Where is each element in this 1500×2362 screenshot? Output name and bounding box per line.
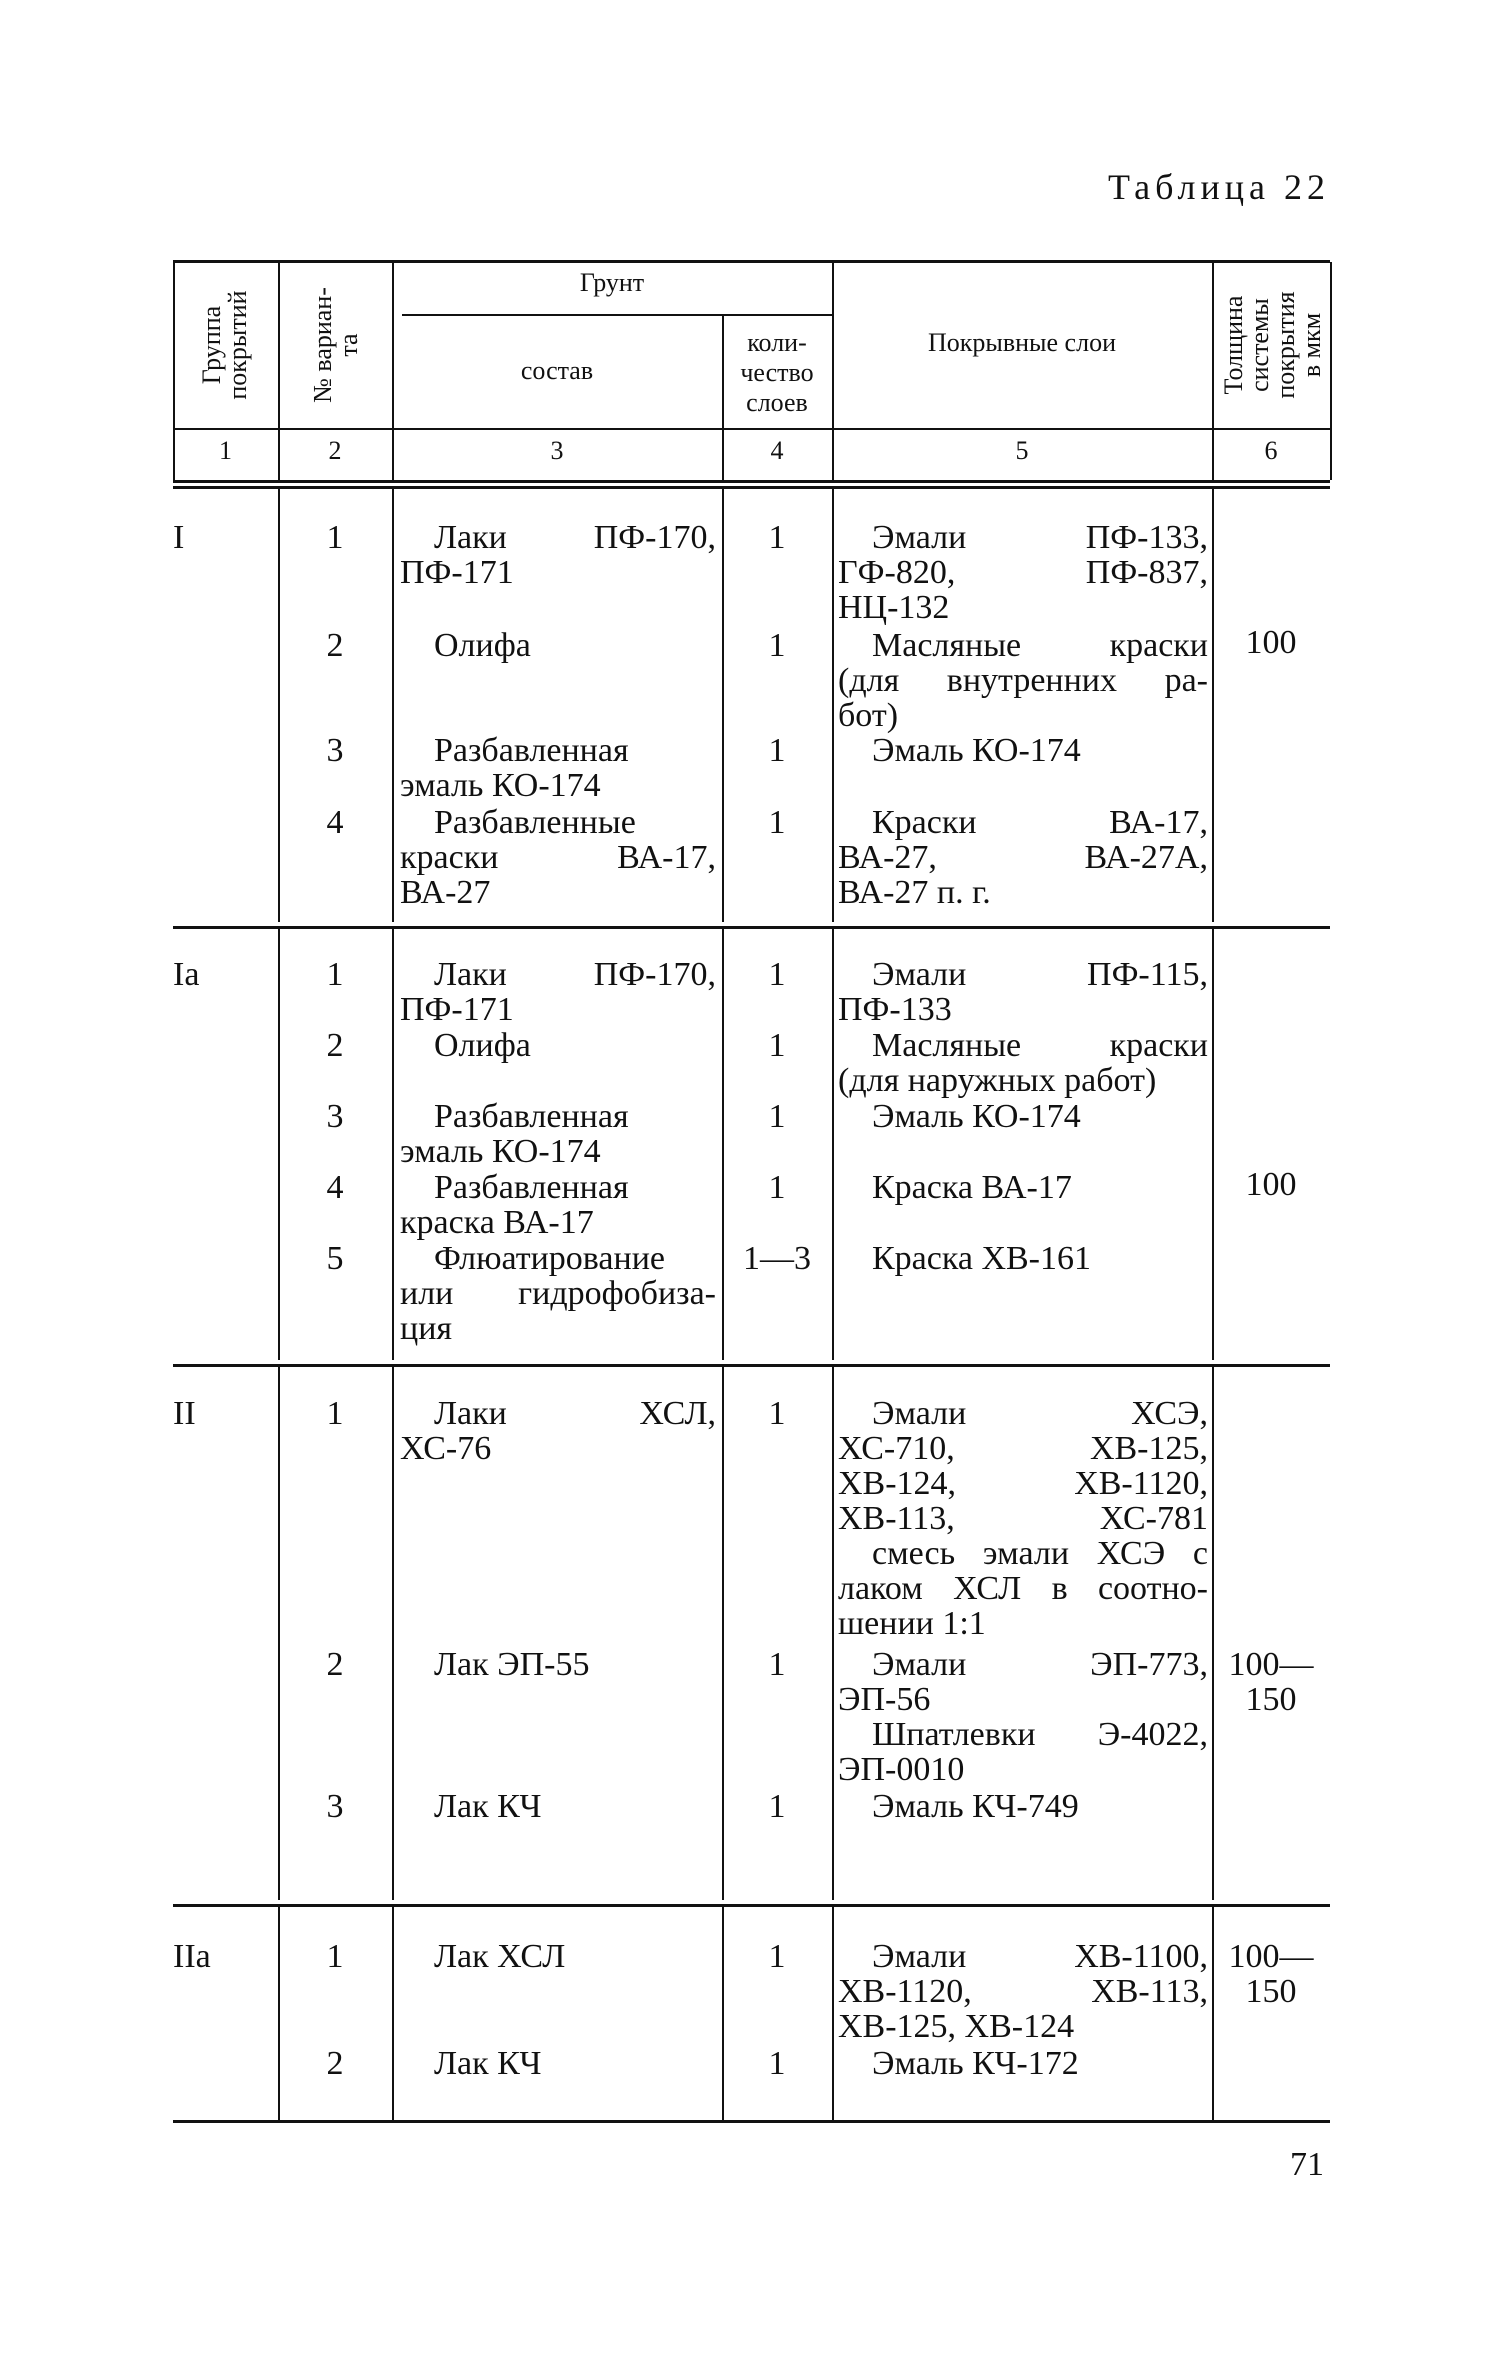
variant-number: 2 bbox=[326, 1027, 344, 1064]
thickness-value bbox=[1212, 1647, 1330, 1717]
top-layers bbox=[838, 1647, 1208, 1787]
header-layers bbox=[722, 328, 832, 418]
variant-number: 2 bbox=[326, 627, 344, 664]
primer-rule bbox=[402, 314, 832, 316]
top-layer-line: Эмали ПФ-115, bbox=[872, 956, 1208, 993]
composition-line: Лаки ХСЛ, bbox=[434, 1395, 716, 1432]
column-number: 2 bbox=[328, 436, 342, 465]
top-layer-line: ГФ-820, ПФ-837, bbox=[838, 554, 1208, 591]
top-layer-line: ВА-27, ВА-27А, bbox=[838, 839, 1208, 876]
header-composition: состав bbox=[520, 356, 594, 385]
column-rule bbox=[392, 488, 394, 922]
column-number: 4 bbox=[770, 436, 784, 465]
column-rule bbox=[392, 1906, 394, 2120]
thickness-line: 100— bbox=[1228, 1938, 1314, 1975]
thickness-value: 100 bbox=[1245, 1166, 1297, 1203]
composition-line: Флюатирование bbox=[434, 1240, 665, 1277]
top-layer-line: бот) bbox=[838, 697, 899, 734]
composition-line: ция bbox=[400, 1310, 453, 1347]
top-layers bbox=[838, 520, 1208, 625]
top-layer-line: Шпатлевки Э-4022, bbox=[872, 1716, 1208, 1753]
layers-count: 1 bbox=[768, 1938, 786, 1975]
composition-line: ХС-76 bbox=[400, 1430, 492, 1467]
variant-number: 4 bbox=[326, 1169, 344, 1206]
top-layer-line: ХС-710, ХВ-125, bbox=[838, 1430, 1208, 1467]
group-top-rule bbox=[173, 926, 1330, 929]
thickness-line: 150 bbox=[1245, 1681, 1297, 1718]
thickness-line: 150 bbox=[1245, 1973, 1297, 2010]
top-layer-line: Масляные краски bbox=[872, 1027, 1208, 1064]
composition-line: Лак ХСЛ bbox=[434, 1938, 566, 1975]
group-label: IIa bbox=[173, 1938, 211, 1975]
composition-line: эмаль КО-174 bbox=[400, 767, 601, 804]
primer-composition bbox=[400, 1789, 716, 1824]
header-line: покрытия bbox=[1271, 291, 1300, 399]
column-rule bbox=[1212, 1366, 1214, 1900]
column-rule bbox=[1212, 928, 1214, 1360]
header-line: коли- bbox=[747, 328, 807, 357]
top-layers bbox=[838, 733, 1208, 768]
page-number: 71 bbox=[1290, 2146, 1324, 2183]
layers-count: 1 bbox=[768, 627, 786, 664]
top-layer-line: (для наружных работ) bbox=[838, 1062, 1157, 1099]
top-layer-line: Масляные краски bbox=[872, 627, 1208, 664]
layers-count: 1 bbox=[768, 2045, 786, 2082]
variant-number: 1 bbox=[326, 1395, 344, 1432]
header-line: слоев bbox=[746, 388, 808, 417]
header-line: Группа bbox=[197, 305, 226, 385]
top-layers bbox=[838, 2046, 1208, 2081]
top-layer-line: Эмаль КО-174 bbox=[872, 1098, 1081, 1135]
variant-number: 4 bbox=[326, 804, 344, 841]
column-rule bbox=[278, 928, 280, 1360]
composition-line: Лак КЧ bbox=[434, 1788, 542, 1825]
composition-line: Разбавленная bbox=[434, 1098, 629, 1135]
header-line: чество bbox=[740, 358, 814, 387]
top-layer-line: ЭП-0010 bbox=[838, 1751, 965, 1788]
primer-composition bbox=[400, 1170, 716, 1240]
column-numbers-rule bbox=[173, 480, 1330, 483]
column-number: 3 bbox=[550, 436, 564, 465]
column-rule bbox=[722, 928, 724, 1360]
variant-number: 1 bbox=[326, 956, 344, 993]
layers-count: 1 bbox=[768, 956, 786, 993]
composition-line: краски ВА-17, bbox=[400, 839, 716, 876]
composition-line: Разбавленные bbox=[434, 804, 636, 841]
column-rule bbox=[1330, 262, 1332, 480]
top-layer-line: Краски ВА-17, bbox=[872, 804, 1208, 841]
primer-composition bbox=[400, 733, 716, 803]
variant-number: 5 bbox=[326, 1240, 344, 1277]
top-layer-line: Эмаль КО-174 bbox=[872, 732, 1081, 769]
top-layer-line: Эмаль КЧ-172 bbox=[872, 2045, 1079, 2082]
top-layer-line: Эмаль КЧ-749 bbox=[872, 1788, 1079, 1825]
top-layer-line: Эмали ХВ-1100, bbox=[872, 1938, 1208, 1975]
header-line: та bbox=[334, 333, 363, 357]
composition-line: Разбавленная bbox=[434, 1169, 629, 1206]
column-rule bbox=[392, 928, 394, 1360]
top-layer-line: ХВ-124, ХВ-1120, bbox=[838, 1465, 1208, 1502]
top-layers bbox=[838, 1241, 1208, 1276]
thickness-value bbox=[1212, 1939, 1330, 2009]
header-top-layers: Покрывные слои bbox=[927, 328, 1116, 357]
variant-number: 2 bbox=[326, 2045, 344, 2082]
header-line: № вариан- bbox=[308, 287, 337, 403]
composition-line: или гидрофобиза- bbox=[400, 1275, 716, 1312]
top-layers bbox=[838, 1396, 1208, 1641]
primer-composition bbox=[400, 628, 716, 663]
group-top-rule bbox=[173, 1364, 1330, 1367]
layers-count: 1 bbox=[768, 519, 786, 556]
top-layers bbox=[838, 957, 1208, 1027]
composition-line: ПФ-171 bbox=[400, 554, 514, 591]
column-rule bbox=[832, 1366, 834, 1900]
group-label: II bbox=[173, 1395, 196, 1432]
top-layer-line: Краска ВА-17 bbox=[872, 1169, 1072, 1206]
primer-composition bbox=[400, 1396, 716, 1466]
header-thickness bbox=[1221, 265, 1325, 425]
column-rule bbox=[832, 928, 834, 1360]
layers-count: 1 bbox=[768, 1169, 786, 1206]
header-primer: Грунт bbox=[579, 268, 645, 297]
composition-line: Лаки ПФ-170, bbox=[434, 956, 716, 993]
layers-count: 1—3 bbox=[743, 1240, 811, 1277]
top-layer-line: (для внутренних ра- bbox=[838, 662, 1208, 699]
top-layers bbox=[838, 1170, 1208, 1205]
top-layer-line: ХВ-1120, ХВ-113, bbox=[838, 1973, 1208, 2010]
layers-count: 1 bbox=[768, 1788, 786, 1825]
layers-count: 1 bbox=[768, 804, 786, 841]
primer-composition bbox=[400, 1939, 716, 1974]
variant-number: 3 bbox=[326, 1098, 344, 1135]
table-title: Таблица 22 bbox=[1108, 167, 1330, 207]
column-number: 5 bbox=[1015, 436, 1029, 465]
top-layer-line: смесь эмали ХСЭ с bbox=[872, 1535, 1208, 1572]
top-layers bbox=[838, 1028, 1208, 1098]
top-layers bbox=[838, 628, 1208, 733]
variant-number: 2 bbox=[326, 1646, 344, 1683]
top-layer-line: ХВ-125, ХВ-124 bbox=[838, 2008, 1075, 2045]
top-layers bbox=[838, 1939, 1208, 2044]
thickness-value: 100 bbox=[1245, 624, 1297, 661]
composition-line: Олифа bbox=[434, 1027, 531, 1064]
group-top-rule bbox=[173, 1904, 1330, 1907]
composition-line: ПФ-171 bbox=[400, 991, 514, 1028]
primer-composition bbox=[400, 1028, 716, 1063]
thickness-line: 100— bbox=[1228, 1646, 1314, 1683]
column-rule bbox=[392, 1366, 394, 1900]
variant-number: 3 bbox=[326, 732, 344, 769]
primer-composition bbox=[400, 1099, 716, 1169]
header-variant bbox=[310, 270, 362, 420]
primer-composition bbox=[400, 1647, 716, 1682]
top-layers bbox=[838, 1099, 1208, 1134]
top-layer-line: шении 1:1 bbox=[838, 1605, 986, 1642]
header-group bbox=[199, 270, 251, 420]
top-layer-line: Краска ХВ-161 bbox=[872, 1240, 1092, 1277]
composition-line: Лак ЭП-55 bbox=[434, 1646, 590, 1683]
variant-number: 1 bbox=[326, 519, 344, 556]
layers-count: 1 bbox=[768, 1027, 786, 1064]
top-layer-line: ВА-27 п. г. bbox=[838, 874, 991, 911]
header-line: в мкм bbox=[1297, 312, 1326, 378]
top-layer-line: Эмали ЭП-773, bbox=[872, 1646, 1208, 1683]
top-layer-line: Эмали ХСЭ, bbox=[872, 1395, 1208, 1432]
column-rule bbox=[832, 1906, 834, 2120]
top-layer-line: ХВ-113, ХС-781 bbox=[838, 1500, 1208, 1537]
primer-composition bbox=[400, 1241, 716, 1346]
top-layer-line: НЦ-132 bbox=[838, 589, 950, 626]
header-line: Толщина bbox=[1219, 295, 1248, 395]
composition-line: Лаки ПФ-170, bbox=[434, 519, 716, 556]
header-line: покрытий bbox=[223, 290, 252, 400]
layers-count: 1 bbox=[768, 1395, 786, 1432]
layers-count: 1 bbox=[768, 732, 786, 769]
table-bottom-rule bbox=[173, 2120, 1330, 2123]
header-line: системы bbox=[1245, 298, 1274, 392]
composition-line: краска ВА-17 bbox=[400, 1204, 594, 1241]
composition-line: ВА-27 bbox=[400, 874, 491, 911]
primer-composition bbox=[400, 2046, 716, 2081]
header-top-rule bbox=[173, 260, 1330, 263]
top-layer-line: ЭП-56 bbox=[838, 1681, 931, 1718]
column-rule bbox=[832, 488, 834, 922]
primer-composition bbox=[400, 805, 716, 910]
composition-line: эмаль КО-174 bbox=[400, 1133, 601, 1170]
column-number: 1 bbox=[219, 436, 232, 465]
top-layers bbox=[838, 805, 1208, 910]
top-layer-line: лаком ХСЛ в соотно- bbox=[838, 1570, 1208, 1607]
group-label: Ia bbox=[173, 956, 200, 993]
composition-line: Олифа bbox=[434, 627, 531, 664]
column-number: 6 bbox=[1264, 436, 1278, 465]
variant-number: 3 bbox=[326, 1788, 344, 1825]
column-rule bbox=[1212, 488, 1214, 922]
top-layer-line: ПФ-133 bbox=[838, 991, 952, 1028]
primer-composition bbox=[400, 957, 716, 1027]
composition-line: Лак КЧ bbox=[434, 2045, 542, 2082]
variant-number: 1 bbox=[326, 1938, 344, 1975]
top-layer-line: Эмали ПФ-133, bbox=[872, 519, 1208, 556]
top-layers bbox=[838, 1789, 1208, 1824]
header-bottom-rule bbox=[173, 428, 1330, 430]
primer-composition bbox=[400, 520, 716, 590]
layers-count: 1 bbox=[768, 1098, 786, 1135]
group-label: I bbox=[173, 519, 185, 556]
group-top-rule bbox=[173, 486, 1330, 489]
layers-count: 1 bbox=[768, 1646, 786, 1683]
composition-line: Разбавленная bbox=[434, 732, 629, 769]
